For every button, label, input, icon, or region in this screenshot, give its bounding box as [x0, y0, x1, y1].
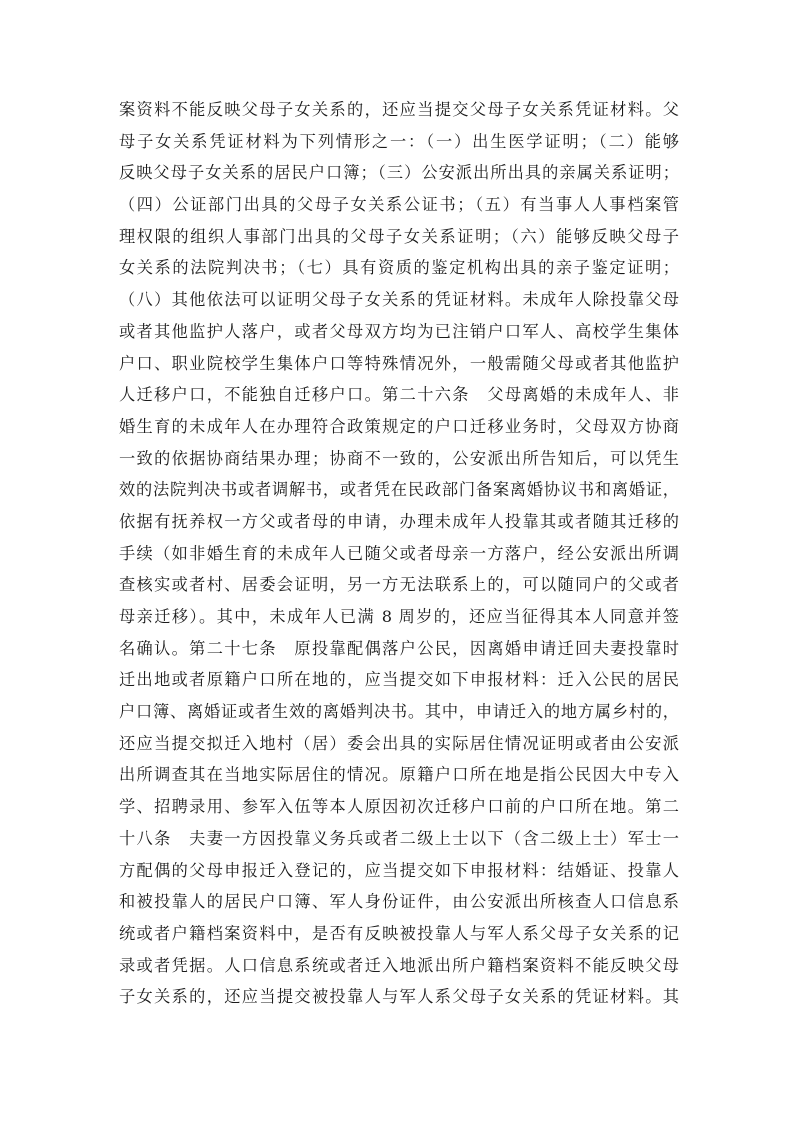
text-line: 母亲迁移）。其中，未成年人已满 8 周岁的，还应当征得其本人同意并签: [119, 607, 679, 626]
text-line: 录或者凭据。人口信息系统或者迁入地派出所户籍档案资料不能反映父母: [119, 955, 679, 975]
text-line: 十八条 夫妻一方因投靠义务兵或者二级上士以下（含二级上士）军士一: [119, 828, 679, 848]
text-line: 婚生育的未成年人在办理符合政策规定的户口迁移业务时，父母双方协商: [119, 416, 679, 436]
text-line: 依据有抚养权一方父或者母的申请，办理未成年人投靠其或者随其迁移的: [119, 511, 679, 531]
text-line: 户口、职业院校学生集体户口等特殊情况外，一般需随父母或者其他监护: [119, 353, 679, 373]
text-line: 名确认。第二十七条 原投靠配偶落户公民，因离婚申请迁回夫妻投靠时: [119, 638, 679, 658]
text-line: 效的法院判决书或者调解书，或者凭在民政部门备案离婚协议书和离婚证，: [119, 480, 679, 500]
text-line: 理权限的组织人事部门出具的父母子女关系证明；（六）能够反映父母子: [119, 226, 679, 246]
text-line: 和被投靠人的居民户口簿、军人身份证件，由公安派出所核查人口信息系: [119, 892, 679, 912]
text-line: 人迁移户口，不能独自迁移户口。第二十六条 父母离婚的未成年人、非: [119, 385, 679, 405]
text-line: 一致的依据协商结果办理；协商不一致的，公安派出所告知后，可以凭生: [119, 448, 679, 468]
text-line: 女关系的法院判决书；（七）具有资质的鉴定机构出具的亲子鉴定证明；: [119, 258, 679, 278]
text-line: 出所调查其在当地实际居住的情况。原籍户口所在地是指公民因大中专入: [119, 765, 679, 785]
text-line: 反映父母子女关系的居民户口簿；（三）公安派出所出具的亲属关系证明；: [119, 163, 679, 183]
text-line: 母子女关系凭证材料为下列情形之一：（一）出生医学证明；（二）能够: [119, 131, 679, 151]
text-line: 手续（如非婚生育的未成年人已随父或者母亲一方落户，经公安派出所调: [119, 543, 679, 563]
body-text: [119, 94, 679, 1013]
text-line: 查核实或者村、居委会证明，另一方无法联系上的，可以随同户的父或者: [119, 575, 679, 595]
text-line: 子女关系的，还应当提交被投靠人与军人系父母子女关系的凭证材料。其: [119, 987, 679, 1007]
text-line: （四）公证部门出具的父母子女关系公证书；（五）有当事人人事档案管: [119, 195, 679, 215]
text-line: 学、招聘录用、参军入伍等本人原因初次迁移户口前的户口所在地。第二: [119, 797, 679, 817]
text-line: 统或者户籍档案资料中，是否有反映被投靠人与军人系父母子女关系的记: [119, 923, 679, 943]
text-line: 迁出地或者原籍户口所在地的，应当提交如下申报材料：迁入公民的居民: [119, 670, 679, 690]
text-line: 方配偶的父母申报迁入登记的，应当提交如下申报材料：结婚证、投靠人: [119, 860, 679, 880]
text-line: 还应当提交拟迁入地村（居）委会出具的实际居住情况证明或者由公安派: [119, 733, 679, 753]
text-line: （八）其他依法可以证明父母子女关系的凭证材料。未成年人除投靠父母: [119, 290, 679, 310]
text-line: 案资料不能反映父母子女关系的，还应当提交父母子女关系凭证材料。父: [119, 100, 679, 119]
text-line: 或者其他监护人落户，或者父母双方均为已注销户口军人、高校学生集体: [119, 321, 679, 341]
text-line: 户口簿、离婚证或者生效的离婚判决书。其中，申请迁入的地方属乡村的，: [119, 702, 679, 722]
